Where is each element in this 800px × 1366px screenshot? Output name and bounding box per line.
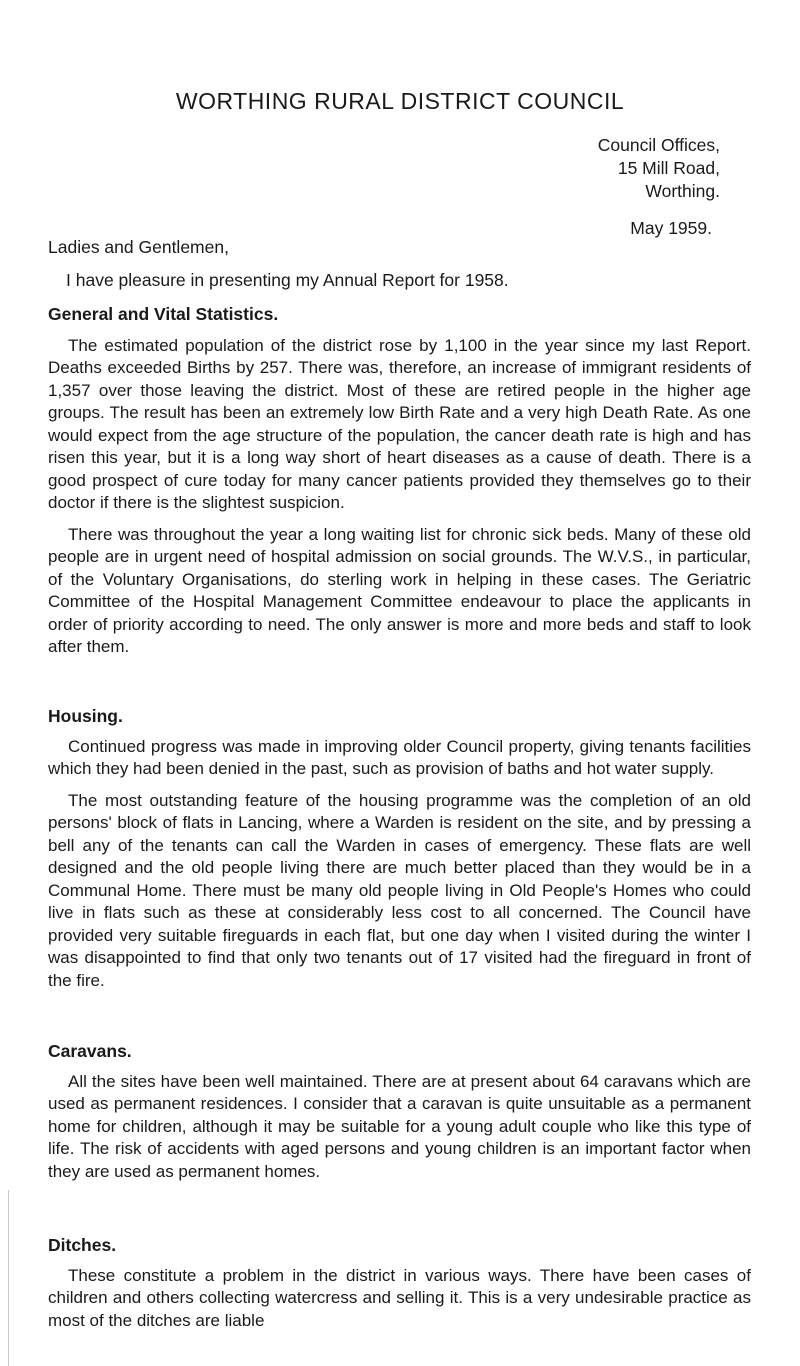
paragraph: There was throughout the year a long waiting list for chronic sick beds. Many of these old people are in urgent need of hospital admission on social grounds. The W.V.S., in particular, of the Voluntary Organisations, do sterling work in helping in these cases. The Geriatric Committee of the Hospital Management Committee endeavour to place the applicants in order of priority according to need. The only answer is more and more beds and staff to look after them. bbox=[48, 524, 751, 656]
report-date: May 1959. bbox=[630, 218, 712, 238]
address-line-3: Worthing. bbox=[645, 181, 720, 201]
section-general-vital-statistics bbox=[48, 303, 751, 659]
section-heading: Caravans. bbox=[48, 1041, 132, 1061]
paragraph: All the sites have been well maintained. There are at present about 64 caravans which are used as permanent residences. I consider that a caravan is quite unsuitable as a permanent home for children, although it may be suitable for a young adult couple who like this type of life. The risk of accidents with aged persons and young children is an important factor when they are used as permanent homes. bbox=[48, 1071, 751, 1181]
address-line-1: Council Offices, bbox=[597, 135, 720, 155]
section-caravans bbox=[48, 1040, 751, 1183]
paragraph: Continued progress was made in improving older Council property, giving tenants facilities which they had been denied in the past, such as provision of baths and hot water supply. bbox=[48, 736, 751, 778]
opening-sentence: I have pleasure in presenting my Annual Report for 1958. bbox=[66, 270, 509, 290]
council-title: WORTHING RURAL DISTRICT COUNCIL bbox=[175, 88, 625, 114]
paragraph: The estimated population of the district rose by 1,100 in the year since my last Report. Deaths exceeded Births by 257. There was, therefore, an increase of immigrant residents of 1,357 over those leaving the district. Most of these are retired people in the higher age groups. The result has been an extremely low Birth Rate and a very high Death Rate. As one would expect from the age structure of the population, the cancer death rate is high and has risen this year, but it is a long way short of heart diseases as a cause of death. There is a good prospect of cure today for many cancer patients provided they themselves go to their doctor if there is the slightest suspicion. bbox=[48, 335, 751, 512]
scan-margin-line bbox=[8, 1190, 9, 1366]
section-heading: Ditches. bbox=[48, 1235, 117, 1255]
address-line-2: 15 Mill Road, bbox=[617, 158, 720, 178]
section-housing bbox=[48, 705, 751, 992]
council-address bbox=[598, 134, 720, 240]
section-heading: General and Vital Statistics. bbox=[48, 304, 279, 324]
salutation: Ladies and Gentlemen, bbox=[48, 237, 229, 257]
paragraph: The most outstanding feature of the housing programme was the completion of an old persons' block of flats in Lancing, where a Warden is resident on the site, and by pressing a bell any of the tenants can call the Warden in cases of emergency. These flats are well designed and the old people living there are much better placed than they would be in a Communal Home. There must be many old people living in Old People's Homes who could live in flats such as these at considerably less cost to all concerned. The Council have provided very suitable fireguards in each flat, but one day when I visited during the winter I was disappointed to find that only two tenants out of 17 visited had the fireguard in front of the fire. bbox=[48, 790, 751, 990]
section-heading: Housing. bbox=[48, 706, 123, 726]
section-ditches bbox=[48, 1234, 751, 1332]
paragraph: These constitute a problem in the district in various ways. There have been cases of children and others collecting watercress and selling it. This is a very undesirable practice as most of the ditches are liable bbox=[48, 1265, 751, 1330]
